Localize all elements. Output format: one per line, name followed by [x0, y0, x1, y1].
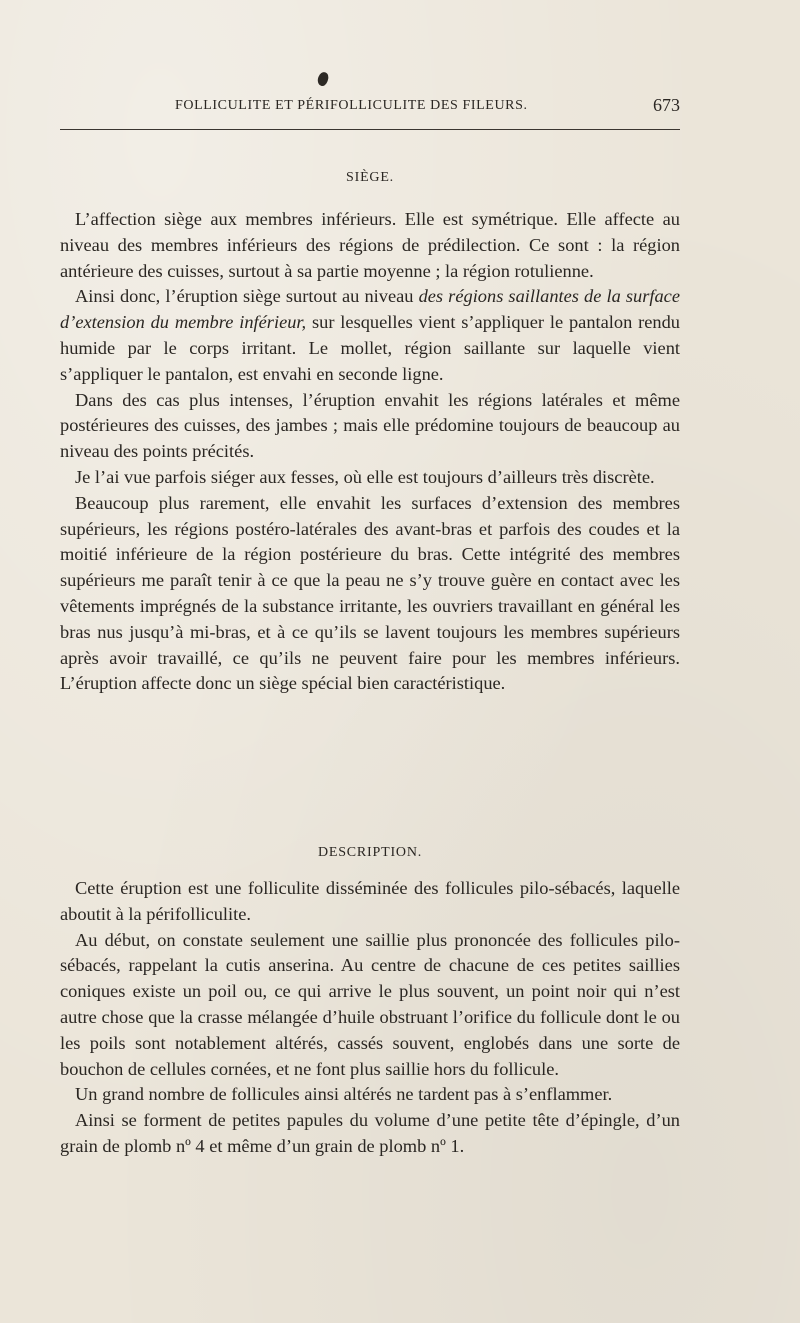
emphasized-text: des régions saillantes de la surface d’extension du membre inférieur,	[60, 286, 680, 333]
section-body-siege	[60, 207, 680, 697]
paragraph: Cette éruption est une folliculite disséminée des follicules pilo-sébacés, laquelle aboutit à la périfolliculite.	[60, 878, 680, 924]
paragraph: Au début, on constate seulement une saillie plus prononcée des follicules pilo-sébacés, rappelant la cutis anserina. Au centre de chacune de ces petites saillies coniques existe un poil ou, ce qui arrive le plus souvent, un point noir qui n’est autre chose que la crasse mélangée d’huile obstruant l’orifice du follicule dont le ou les poils sont notablement altérés, cassés souvent, englobés dans une sorte de bouchon de cellules cornées, et ne font plus saillie hors du follicule.	[60, 929, 680, 1079]
paragraph-text: Ainsi donc, l’éruption siège surtout au niveau	[75, 286, 419, 307]
running-title: FOLLICULITE ET PÉRIFOLLICULITE DES FILEURS.	[175, 98, 528, 113]
paragraph: Un grand nombre de follicules ainsi altérés ne tardent pas à s’enflammer.	[75, 1084, 613, 1105]
section-heading-siege: SIÈGE.	[346, 170, 394, 185]
paragraph: Ainsi se forment de petites papules du volume d’une petite tête d’épingle, d’un grain de plomb nº 4 et même d’un grain de plomb nº 1.	[60, 1110, 680, 1156]
section-heading-description: DESCRIPTION.	[317, 845, 423, 860]
ink-blot	[316, 71, 330, 88]
paragraph: Dans des cas plus intenses, l’éruption envahit les régions latérales et même postérieures des cuisses, des jambes ; mais elle prédomine toujours de beaucoup au niveau des points précités.	[60, 389, 680, 462]
paragraph-text: sur lesquelles vient s’appliquer le pantalon rendu humide par le corps irritant. Le mollet, région saillante sur laquelle vient s’appliquer le pantalon, est envahi en seconde ligne.	[60, 312, 680, 384]
header-rule	[60, 129, 680, 130]
paragraph: Je l’ai vue parfois siéger aux fesses, où elle est toujours d’ailleurs très discrète.	[75, 466, 655, 487]
page-header	[60, 95, 680, 122]
paragraph: Beaucoup plus rarement, elle envahit les surfaces d’extension des membres supérieurs, les régions postéro-latérales des avant-bras et parfois des coudes et la moitié inférieure de la région postérieure du bras. Cette intégrité des membres supérieurs me paraît tenir à ce que la peau ne s’y trouve guère en contact avec les vêtements imprégnés de la substance irritante, les ouvriers travaillant en général les bras nus jusqu’à mi-bras, et à ce qu’ils se lavent toujours les membres supérieurs après avoir travaillé, ce qu’ils ne peuvent faire pour les membres inférieurs. L’éruption affecte donc un siège spécial bien caractéristique.	[60, 492, 680, 694]
paragraph	[60, 284, 680, 387]
page-number: 673	[653, 95, 680, 115]
section-body-description	[60, 876, 680, 1160]
paragraph: L’affection siège aux membres inférieurs. Elle est symétrique. Elle affecte au niveau des membres inférieurs des régions de prédilection. Ce sont : la région antérieure des cuisses, surtout à sa partie moyenne ; la région rotulienne.	[60, 209, 680, 281]
